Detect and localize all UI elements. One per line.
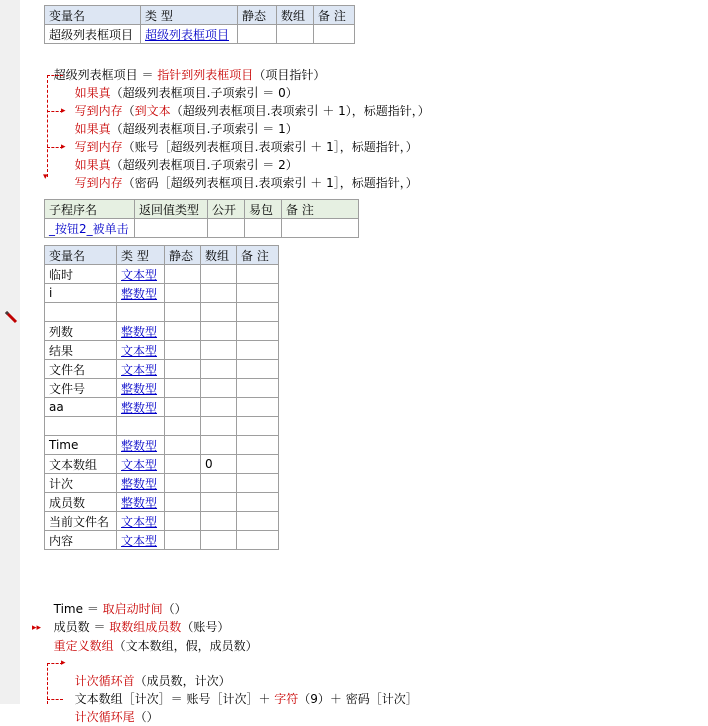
var-name-cell[interactable] — [45, 417, 117, 436]
var-type-link[interactable]: 整数型 — [117, 284, 165, 303]
var-type-link[interactable]: 文本型 — [117, 265, 165, 284]
array-cell[interactable]: 0 — [201, 455, 237, 474]
var-type-link[interactable]: 整数型 — [117, 398, 165, 417]
note-cell[interactable] — [282, 219, 359, 238]
code-line[interactable] — [46, 619, 258, 653]
array-cell[interactable] — [201, 417, 237, 436]
local-var-table — [44, 245, 279, 550]
code-text: 成员数 — [53, 620, 90, 634]
return-type-cell[interactable] — [135, 219, 208, 238]
static-cell[interactable] — [165, 493, 201, 512]
code-text: （9）＋ 密码［计次］ — [298, 692, 418, 706]
col-header: 备 注 — [237, 246, 279, 265]
var-name-cell[interactable]: Time — [45, 436, 117, 455]
var-type-link[interactable]: 整数型 — [117, 379, 165, 398]
note-cell[interactable] — [237, 417, 279, 436]
code-text: 超级列表框项目 — [53, 68, 138, 82]
static-cell[interactable] — [165, 398, 201, 417]
var-name-cell[interactable]: 文件号 — [45, 379, 117, 398]
static-cell[interactable] — [165, 265, 201, 284]
var-row[interactable] — [45, 379, 279, 398]
code-text: （文本数组，假，成员数） — [113, 639, 258, 653]
note-cell[interactable] — [314, 25, 355, 44]
static-cell[interactable] — [165, 322, 201, 341]
static-cell[interactable] — [238, 25, 277, 44]
code-text: （项目指针） — [253, 68, 326, 82]
var-name-cell[interactable]: 内容 — [45, 531, 117, 550]
var-row[interactable] — [45, 360, 279, 379]
array-cell[interactable] — [201, 360, 237, 379]
code-text: 文本数组［计次］＝ 账号［计次］＋ — [74, 692, 275, 706]
keyword: 写到内存 — [74, 176, 123, 190]
var-row[interactable] — [45, 322, 279, 341]
var-type-link[interactable]: 文本型 — [117, 341, 165, 360]
pencil-icon — [4, 310, 18, 324]
var-name-cell[interactable]: 超级列表框项目 — [45, 25, 141, 44]
var-type-link[interactable]: 文本型 — [117, 360, 165, 379]
var-row[interactable] — [45, 284, 279, 303]
code-line[interactable] — [46, 600, 230, 634]
col-header: 变量名 — [45, 246, 117, 265]
keyword: 计次循环尾 — [74, 710, 135, 724]
code-line[interactable] — [67, 120, 418, 154]
var-row[interactable] — [45, 303, 279, 322]
array-cell[interactable] — [201, 474, 237, 493]
var-name-cell[interactable]: 文件名 — [45, 360, 117, 379]
var-name-cell[interactable]: 文本数组 — [45, 455, 117, 474]
col-header: 数组 — [277, 6, 314, 25]
code-text: （超级列表框项目.子项索引 ＝ 0） — [110, 86, 298, 100]
code-text: （ — [122, 104, 135, 118]
code-line[interactable] — [67, 102, 298, 136]
static-cell[interactable] — [165, 303, 201, 322]
code-text: （账号［超级列表框项目.表项索引 ＋ 1］，标题指针，） — [122, 140, 418, 154]
flow-arrow-icon: ▾ — [43, 172, 48, 182]
note-cell[interactable] — [237, 303, 279, 322]
keyword: 如果真 — [74, 122, 111, 136]
var-name-cell[interactable]: aa — [45, 398, 117, 417]
var-type-link[interactable] — [117, 303, 165, 322]
col-header: 数组 — [201, 246, 237, 265]
flow-arrow-icon: ▸ — [61, 658, 66, 668]
var-row[interactable] — [45, 398, 279, 417]
var-name-cell[interactable]: 列数 — [45, 322, 117, 341]
array-cell[interactable] — [201, 303, 237, 322]
loop-flow-line — [47, 699, 63, 700]
code-text: （账号） — [181, 620, 230, 634]
var-name-cell[interactable]: 当前文件名 — [45, 512, 117, 531]
var-row[interactable] — [45, 474, 279, 493]
var-type-link[interactable]: 整数型 — [117, 493, 165, 512]
var-row[interactable] — [45, 512, 279, 531]
array-cell[interactable] — [277, 25, 314, 44]
col-header: 易包 — [245, 200, 282, 219]
code-line[interactable] — [46, 48, 326, 82]
note-cell[interactable] — [237, 322, 279, 341]
code-line[interactable] — [46, 582, 187, 616]
flow-arrow-icon: ▸ — [61, 106, 66, 116]
static-cell[interactable] — [165, 512, 201, 531]
array-cell[interactable] — [201, 512, 237, 531]
note-cell[interactable] — [237, 436, 279, 455]
code-line[interactable] — [67, 690, 159, 724]
static-cell[interactable] — [165, 360, 201, 379]
array-cell[interactable] — [201, 379, 237, 398]
static-cell[interactable] — [165, 474, 201, 493]
var-row[interactable] — [45, 455, 279, 474]
keyword: 计次循环首 — [74, 674, 135, 688]
code-line[interactable] — [67, 66, 298, 100]
subroutine-table — [44, 199, 359, 238]
public-cell[interactable] — [208, 219, 245, 238]
easy-pack-cell[interactable] — [245, 219, 282, 238]
note-cell[interactable] — [237, 284, 279, 303]
function-name: 取数组成员数 — [109, 620, 182, 634]
array-cell[interactable] — [201, 284, 237, 303]
var-name-cell[interactable]: 计次 — [45, 474, 117, 493]
var-row[interactable] — [45, 436, 279, 455]
function-name: 到文本 — [134, 104, 171, 118]
var-type-link[interactable] — [117, 417, 165, 436]
col-header: 备 注 — [282, 200, 359, 219]
code-text: ＝ — [89, 620, 110, 634]
code-text: （超级列表框项目.子项索引 ＝ 2） — [110, 158, 298, 172]
keyword: 如果真 — [74, 86, 111, 100]
array-cell[interactable] — [201, 493, 237, 512]
code-line[interactable] — [67, 138, 298, 172]
col-header: 静态 — [165, 246, 201, 265]
note-cell[interactable] — [237, 474, 279, 493]
code-text: ＝ — [83, 602, 103, 616]
code-line[interactable] — [67, 156, 418, 190]
var-row[interactable] — [45, 493, 279, 512]
code-text: Time — [53, 602, 84, 616]
var-type-link[interactable]: 文本型 — [117, 512, 165, 531]
var-name-cell[interactable]: 成员数 — [45, 493, 117, 512]
var-type-link[interactable]: 整数型 — [117, 436, 165, 455]
flow-arrow-icon: ▸ — [61, 142, 66, 152]
code-text: （超级列表框项目.表项索引 ＋ 1），标题指针，） — [170, 104, 430, 118]
var-name-cell[interactable]: 临时 — [45, 265, 117, 284]
array-cell[interactable] — [201, 398, 237, 417]
var-name-cell[interactable]: i — [45, 284, 117, 303]
code-line[interactable] — [67, 654, 231, 688]
note-cell[interactable] — [237, 398, 279, 417]
editor-gutter — [0, 0, 20, 704]
col-header: 类 型 — [117, 246, 165, 265]
flow-line — [47, 75, 63, 76]
static-cell[interactable] — [165, 341, 201, 360]
note-cell[interactable] — [237, 265, 279, 284]
loop-flow-line — [47, 663, 48, 704]
keyword: 写到内存 — [74, 140, 123, 154]
code-text: （成员数，计次） — [134, 674, 231, 688]
static-cell[interactable] — [165, 455, 201, 474]
col-header: 子程序名 — [45, 200, 135, 219]
var-row[interactable] — [45, 531, 279, 550]
var-row[interactable] — [45, 265, 279, 284]
keyword: 写到内存 — [74, 104, 123, 118]
code-line[interactable] — [67, 84, 430, 118]
var-row[interactable] — [45, 341, 279, 360]
static-cell[interactable] — [165, 531, 201, 550]
code-text: （密码［超级列表框项目.表项索引 ＋ 1］，标题指针，） — [122, 176, 418, 190]
array-cell[interactable] — [201, 436, 237, 455]
var-name-cell[interactable] — [45, 303, 117, 322]
code-text: （） — [134, 710, 159, 724]
col-header: 备 注 — [314, 6, 355, 25]
function-name: 字符 — [274, 692, 299, 706]
code-text: （） — [162, 602, 187, 616]
function-name: 取启动时间 — [102, 602, 163, 616]
code-line[interactable] — [67, 672, 418, 706]
col-header: 公开 — [208, 200, 245, 219]
function-name: 指针到列表框项目 — [157, 68, 254, 82]
array-cell[interactable] — [201, 531, 237, 550]
col-header: 变量名 — [45, 6, 141, 25]
note-cell[interactable] — [237, 493, 279, 512]
col-header: 静态 — [238, 6, 277, 25]
code-text: ＝ — [137, 68, 158, 82]
note-cell[interactable] — [237, 531, 279, 550]
var-type-link[interactable]: 文本型 — [117, 455, 165, 474]
subroutine-name[interactable]: _按钮2_被单击 — [45, 219, 135, 238]
static-cell[interactable] — [165, 284, 201, 303]
var-type-link[interactable]: 超级列表框项目 — [141, 25, 238, 44]
var-name-cell[interactable]: 结果 — [45, 341, 117, 360]
note-cell[interactable] — [237, 512, 279, 531]
var-row[interactable] — [45, 417, 279, 436]
code-text: （超级列表框项目.子项索引 ＝ 1） — [110, 122, 298, 136]
flow-line — [47, 75, 48, 177]
var-type-link[interactable]: 整数型 — [117, 474, 165, 493]
note-cell[interactable] — [237, 360, 279, 379]
col-header: 类 型 — [141, 6, 238, 25]
var-type-link[interactable]: 文本型 — [117, 531, 165, 550]
breakpoint-arrow-icon: ▸▸ — [32, 623, 42, 633]
array-cell[interactable] — [201, 341, 237, 360]
keyword: 重定义数组 — [53, 639, 114, 653]
static-cell[interactable] — [165, 379, 201, 398]
static-cell[interactable] — [165, 436, 201, 455]
note-cell[interactable] — [237, 341, 279, 360]
note-cell[interactable] — [237, 379, 279, 398]
global-var-table — [44, 5, 355, 44]
keyword: 如果真 — [74, 158, 111, 172]
note-cell[interactable] — [237, 455, 279, 474]
static-cell[interactable] — [165, 417, 201, 436]
array-cell[interactable] — [201, 265, 237, 284]
array-cell[interactable] — [201, 322, 237, 341]
var-type-link[interactable]: 整数型 — [117, 322, 165, 341]
col-header: 返回值类型 — [135, 200, 208, 219]
